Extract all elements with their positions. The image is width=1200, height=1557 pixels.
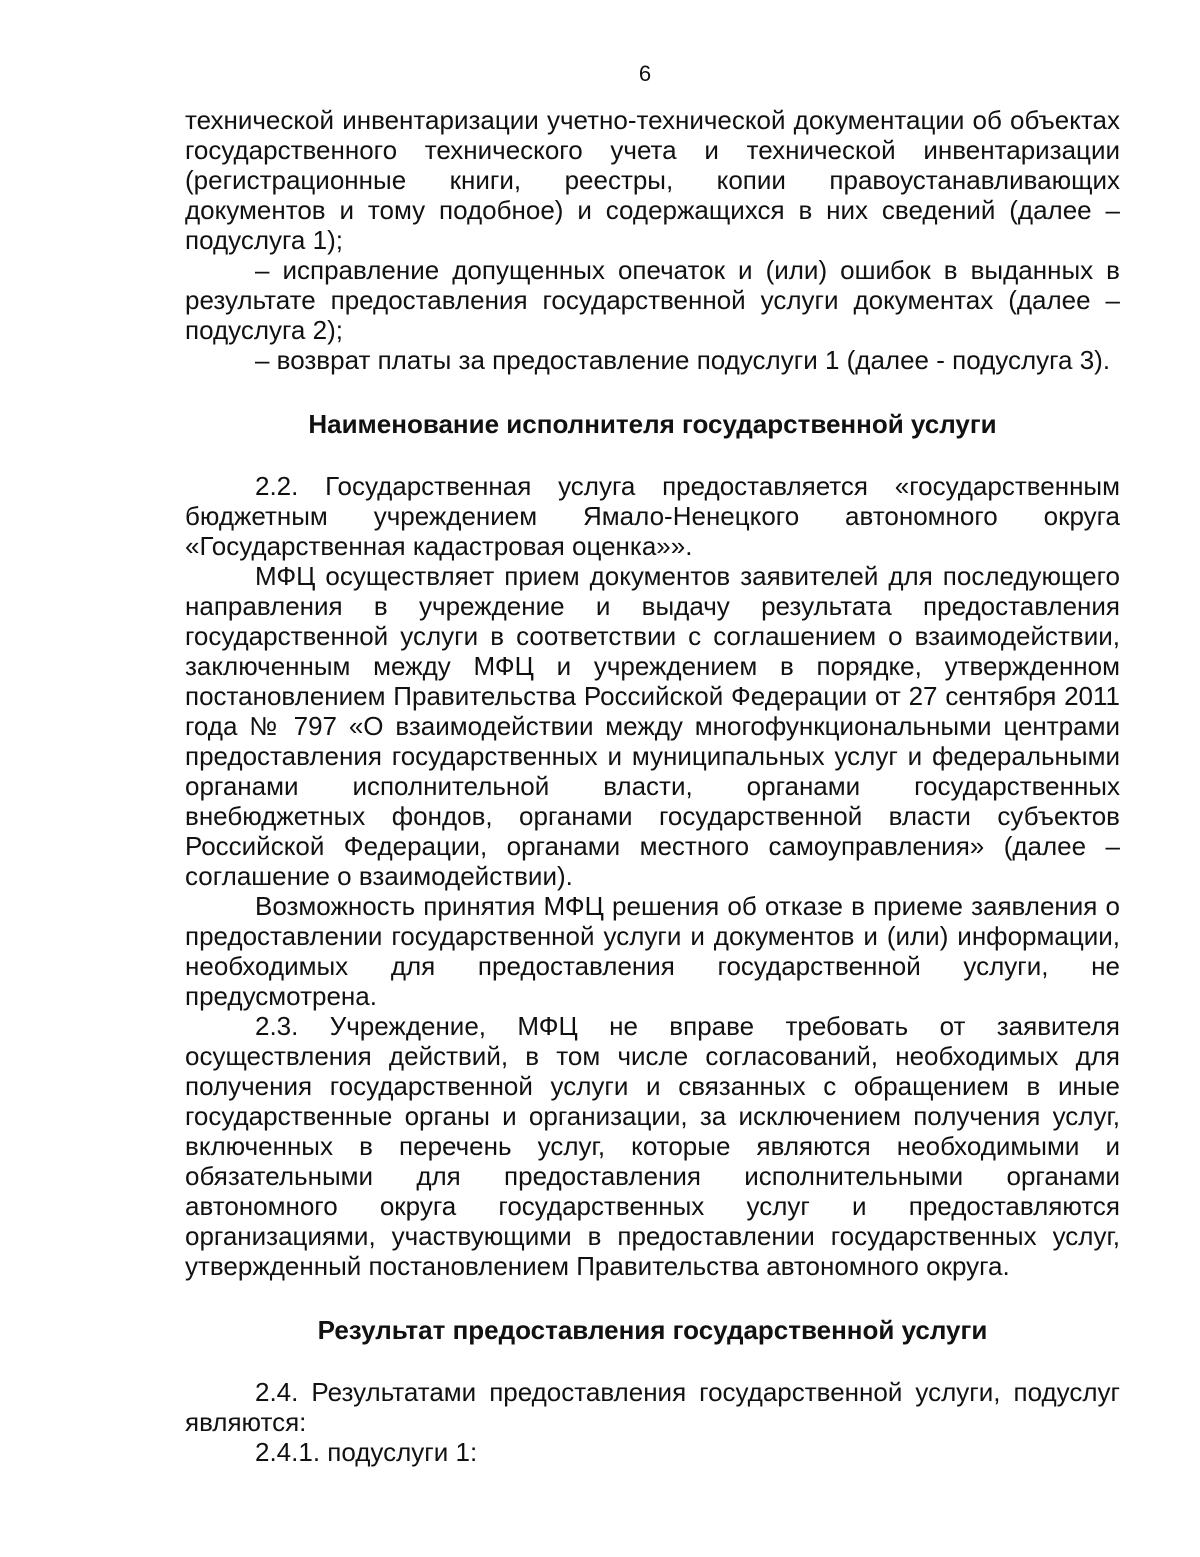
paragraph-subservice-3: – возврат платы за предоставление подуслуги 1 (далее - подуслуга 3). bbox=[255, 345, 1111, 375]
paragraph-2-2: 2.2. Государственная услуга предоставляется «государственным бюджетным учреждением Ямало-Ненецкого автономного округа «Государственная кадастровая оценка»». bbox=[185, 471, 1120, 561]
page-number: 6 bbox=[638, 61, 652, 86]
paragraph-2-4-1: 2.4.1. подуслуги 1: bbox=[255, 1437, 478, 1467]
paragraph-mfc-refusal: Возможность принятия МФЦ решения об отказе в приеме заявления о предоставлении государственной услуги и документов и (или) информации, необходимых для предоставления государственной услуги, не предусмотрена. bbox=[185, 891, 1120, 1011]
paragraph-subservice-2: – исправление допущенных опечаток и (или) ошибок в выданных в результате предоставления государственной услуги документах (далее – подуслуга 2); bbox=[185, 255, 1120, 345]
section-heading-result: Результат предоставления государственной услуги bbox=[317, 1315, 988, 1345]
section-heading-executor: Наименование исполнителя государственной услуги bbox=[308, 409, 997, 439]
paragraph-mfc-acceptance: МФЦ осуществляет прием документов заявителей для последующего направления в учреждение и выдачу результата предоставления государственной услуги в соответствии с соглашением о взаимодействии, заключенным между МФЦ и учреждением в порядке, утвержденном постановлением Правительства Российской Федерации от 27 сентября 2011 года № 797 «О взаимодействии между многофункциональными центрами предоставления государственных и муниципальных услуг и федеральными органами исполнительной власти, органами государственных внебюджетных фондов, органами государственной власти субъектов Российской Федерации, органами местного самоуправления» (далее – соглашение о взаимодействии). bbox=[185, 561, 1120, 891]
document-body bbox=[185, 105, 1120, 1467]
paragraph-2-3: 2.3. Учреждение, МФЦ не вправе требовать от заявителя осуществления действий, в том числе согласований, необходимых для получения государственной услуги и связанных с обращением в иные государственные органы и организации, за исключением получения услуг, включенных в перечень услуг, которые являются необходимыми и обязательными для предоставления исполнительными органами автономного округа государственных услуг и предоставляются организациями, участвующими в предоставлении государственных услуг, утвержденный постановлением Правительства автономного округа. bbox=[185, 1011, 1120, 1281]
paragraph-2-4: 2.4. Результатами предоставления государственной услуги, подуслуг являются: bbox=[185, 1377, 1120, 1437]
paragraph-subservice-1: технической инвентаризации учетно-технической документации об объектах государственного технического учета и технической инвентаризации (регистрационные книги, реестры, копии правоустанавливающих документов и тому подобное) и содержащихся в них сведений (далее – подуслуга 1); bbox=[185, 105, 1120, 255]
